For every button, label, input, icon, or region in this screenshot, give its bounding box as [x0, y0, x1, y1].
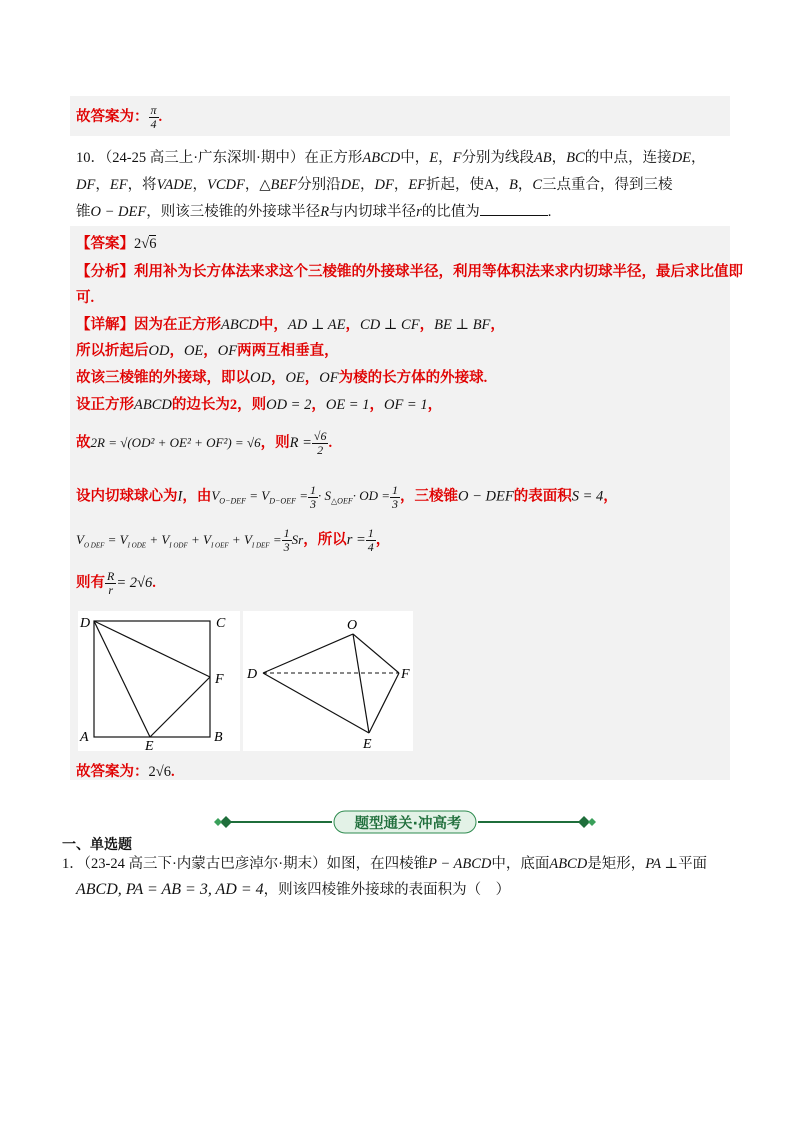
sqrt-symbol: √	[141, 236, 150, 252]
text: ，所以	[303, 531, 347, 548]
label-e: E	[145, 739, 154, 751]
frac-den: 4	[367, 540, 374, 554]
math-p-abcd: P − ABCD	[428, 856, 492, 872]
edge-ef	[369, 673, 399, 733]
math-s-4: S = 4	[571, 488, 604, 505]
sep: ，	[490, 317, 505, 333]
text: 设正方形	[76, 397, 134, 413]
sub: O−DEF	[219, 497, 247, 507]
label-f: F	[215, 672, 224, 687]
math-od: OD	[148, 343, 170, 359]
frac-sqrt6-over-2	[312, 430, 329, 457]
segment-df	[94, 621, 210, 677]
detail-line3	[76, 366, 487, 387]
pyramid-diagram	[243, 611, 413, 751]
text: 分别为线段	[461, 150, 534, 166]
math-r-eq: R =	[289, 434, 312, 451]
v: + V	[187, 531, 211, 547]
pyramid-figure	[243, 611, 413, 751]
detail-line1	[76, 313, 505, 334]
detail-line4	[76, 393, 442, 414]
square-outline	[94, 621, 210, 737]
frac-num: π	[150, 103, 157, 117]
math-od: OD	[250, 370, 271, 386]
text: 故	[76, 434, 91, 451]
math-of-1: OF = 1	[383, 397, 428, 413]
text: ，则该三棱锥的外接球半径	[146, 204, 321, 220]
frac-den: r	[108, 583, 113, 597]
square-figure	[78, 611, 240, 751]
math-ab: AB	[533, 150, 552, 166]
text: 的边长为2，则	[171, 397, 267, 413]
prev-answer-box	[70, 96, 730, 136]
sub: O DEF	[83, 541, 105, 550]
math-2r-formula: 2R = √(OD² + OE² + OF²) = √6	[90, 434, 261, 450]
label-c: C	[216, 616, 226, 631]
sep: .	[152, 574, 156, 591]
text: 是矩形，	[587, 856, 646, 872]
math-df: DF	[76, 177, 96, 193]
frac-num: R	[107, 569, 115, 583]
frac-num: 1	[392, 483, 399, 497]
detail-line7	[76, 527, 390, 554]
frac-r-over-r	[105, 570, 116, 597]
banner-title: 题型通关·冲高考	[354, 816, 462, 832]
label-d: D	[247, 667, 258, 682]
label-f: F	[401, 667, 410, 682]
math-oe-1: OE = 1	[325, 397, 370, 413]
sep: .	[328, 434, 333, 451]
text: ，由	[182, 488, 212, 505]
math-triangle-bef: △BEF	[259, 177, 298, 193]
text: ，则	[260, 434, 290, 451]
text: 的表面积	[513, 488, 572, 505]
v: + V	[146, 531, 170, 547]
text: 分别沿	[297, 177, 341, 193]
prev-answer-tail: .	[158, 108, 163, 125]
frac-1-4	[366, 527, 376, 554]
sep: ，	[311, 397, 326, 413]
label-e: E	[363, 737, 372, 751]
math-de: DE	[671, 150, 692, 166]
frac-den: 3	[283, 540, 290, 555]
text: 设内切球球心为	[76, 488, 178, 505]
sub: △OEF	[331, 497, 353, 507]
q10-line2	[76, 173, 673, 194]
final-answer-value: 2√6	[148, 764, 171, 780]
math-abcd: ABCD	[134, 397, 172, 413]
math-f: F	[452, 150, 462, 166]
text: 三点重合，得到三棱	[542, 177, 673, 193]
text: 为棱的长方体的外接球.	[338, 370, 488, 386]
edge-oe	[353, 634, 369, 733]
math-o-def: O − DEF	[458, 488, 514, 505]
sep: ，	[691, 150, 706, 166]
frac-den: 2	[317, 443, 324, 457]
label-o: O	[347, 618, 358, 633]
sep: ，	[375, 531, 391, 548]
edge-of	[353, 634, 399, 673]
text: ，三棱锥	[400, 488, 459, 505]
sep: ，	[95, 177, 110, 193]
sub: I OEF	[210, 541, 229, 550]
q10-line1	[76, 146, 706, 167]
sep: ，	[359, 177, 375, 193]
math-oe: OE	[285, 370, 305, 386]
sub: I ODE	[127, 541, 147, 550]
text: ，将	[127, 177, 157, 193]
math-ef: EF	[408, 177, 427, 193]
text: 平面	[678, 856, 708, 872]
frac-num: √6	[313, 429, 327, 443]
math-volume-eq	[211, 483, 400, 511]
text: ，则该四棱锥外接球的表面积为（ ）	[263, 882, 511, 898]
math-of: OF	[217, 343, 238, 359]
math-r-eq: r =	[346, 531, 366, 548]
frac-den: 3	[392, 497, 399, 511]
text: 中，	[258, 317, 288, 333]
sub: I DEF	[251, 541, 270, 550]
answer-coef: 2	[134, 236, 142, 252]
text: 两两互相垂直，	[237, 343, 339, 359]
section-banner	[210, 808, 600, 836]
math-df: DF	[374, 177, 394, 193]
sep: .	[170, 764, 175, 780]
math-value: = 2√6	[116, 574, 153, 591]
frac-1-3	[308, 484, 318, 511]
answer-line	[76, 232, 156, 253]
text: 中，底面	[491, 856, 550, 872]
math-od-2: OD = 2	[266, 397, 312, 413]
frac-num: 1	[283, 526, 290, 541]
math-abcd: ABCD	[362, 150, 401, 166]
prev-answer-fraction	[149, 104, 159, 131]
label-b: B	[214, 730, 223, 745]
answer-label: 【答案】	[76, 236, 134, 252]
text: 锥	[76, 204, 91, 220]
text: 的中点，连接	[584, 150, 672, 166]
math-abcd: ABCD	[221, 317, 259, 333]
text: 与内切球半径	[329, 204, 417, 220]
sr: Sr	[291, 531, 304, 547]
edge-de	[263, 673, 369, 733]
v: V	[76, 531, 84, 547]
math-cd-perp-cf: CD ⊥ CF	[360, 317, 420, 333]
sep: .	[547, 204, 552, 220]
detail-line2	[76, 339, 339, 360]
math-de: DE	[340, 177, 360, 193]
q10-prefix: 10．（24-25 高三上·广东深圳·期中）在正方形	[76, 150, 363, 166]
sep: ，	[494, 177, 510, 193]
math-ad-perp-ae: AD ⊥ AE	[287, 317, 346, 333]
sep: ，	[345, 317, 361, 333]
v: = V	[246, 488, 270, 504]
sep: ，	[192, 177, 208, 193]
frac-num: 1	[310, 483, 317, 497]
s: · S	[318, 488, 332, 504]
sep: ，	[304, 370, 320, 386]
math-oe: OE	[183, 343, 204, 359]
frac-den: 3	[310, 497, 317, 511]
detail-label: 【详解】因为在正方形	[76, 317, 221, 333]
sub: I ODF	[169, 541, 188, 550]
eq: =	[295, 488, 309, 504]
final-answer-label: 故答案为：	[76, 764, 149, 780]
frac-den: 4	[150, 117, 157, 131]
math-ef: EF	[109, 177, 128, 193]
q1-line1	[62, 852, 707, 873]
math-e: E	[429, 150, 439, 166]
segment-ef	[150, 677, 210, 737]
v: = V	[104, 531, 128, 547]
label-a: A	[80, 730, 89, 745]
q1-line2	[76, 878, 510, 899]
math-c: C	[532, 177, 543, 193]
math-pa-perp: PA ⊥	[645, 856, 679, 872]
frac-1-3	[282, 527, 292, 554]
frac-1-3	[390, 484, 400, 511]
prev-answer-label: 故答案为：	[76, 108, 149, 125]
math-i: I	[177, 488, 183, 505]
v: V	[211, 488, 220, 504]
math-of: OF	[319, 370, 339, 386]
sep: ，	[369, 397, 384, 413]
sub: D−OEF	[269, 497, 296, 507]
sep: ，	[393, 177, 409, 193]
analysis-line2: 可.	[76, 290, 95, 306]
edge-do	[263, 634, 353, 673]
sep: ，	[438, 150, 453, 166]
sep: ，	[169, 343, 184, 359]
text: 的比值为	[421, 204, 480, 220]
sep: ，	[517, 177, 533, 193]
final-answer-line	[76, 760, 175, 781]
math-triangle-ade: VADE	[156, 177, 193, 193]
text: 所以折起后	[76, 343, 149, 359]
q10-line3	[76, 200, 551, 221]
sep: ，	[244, 177, 260, 193]
math-triangle-cdf: VCDF	[207, 177, 245, 193]
sep: ，	[603, 488, 618, 505]
text: 折起，使	[426, 177, 485, 193]
text: 中，	[400, 150, 430, 166]
text: 则有	[76, 574, 105, 591]
label-d: D	[80, 616, 91, 631]
segment-de	[94, 621, 150, 737]
sep: ，	[270, 370, 286, 386]
detail-line8	[76, 570, 156, 597]
prev-answer-line	[76, 104, 162, 131]
square-diagram	[78, 611, 240, 751]
text: 故该三棱锥的外接球，即以	[76, 370, 250, 386]
math-r-small: r	[416, 204, 422, 220]
math-r-big: R	[320, 204, 330, 220]
math-b: B	[509, 177, 518, 193]
math-conditions: ABCD, PA = AB = 3, AD = 4	[76, 881, 264, 898]
detail-line5	[76, 430, 332, 457]
frac-num: 1	[367, 526, 374, 540]
math-bc: BC	[566, 150, 585, 166]
analysis-line1: 【分析】利用补为长方体法来求这个三棱锥的外接球半径，利用等体积法来求内切球半径，最后求比值即	[76, 264, 743, 280]
answer-blank	[480, 201, 548, 216]
section-title: 一、单选题	[62, 838, 132, 853]
eq: =	[269, 531, 282, 547]
sep: ，	[427, 397, 443, 413]
answer-radicand: 6	[149, 236, 157, 252]
math-o-def: O − DEF	[90, 204, 147, 220]
sep: ，	[203, 343, 218, 359]
q1-prefix: 1．（23-24 高三下·内蒙古巴彦淖尔·期末）如图，在四棱锥	[62, 856, 429, 872]
diamond-left-small-icon	[214, 818, 222, 826]
diamond-right-small-icon	[588, 818, 596, 826]
math-be-perp-bf: BE ⊥ BF	[434, 317, 491, 333]
math-volume-sum	[76, 526, 304, 555]
sep: ，	[551, 150, 567, 166]
text-a: A	[484, 177, 495, 193]
detail-line6	[76, 484, 618, 511]
math-abcd: ABCD	[549, 856, 588, 872]
v: + V	[228, 531, 252, 547]
od: · OD =	[352, 488, 391, 504]
sep: ，	[419, 317, 435, 333]
